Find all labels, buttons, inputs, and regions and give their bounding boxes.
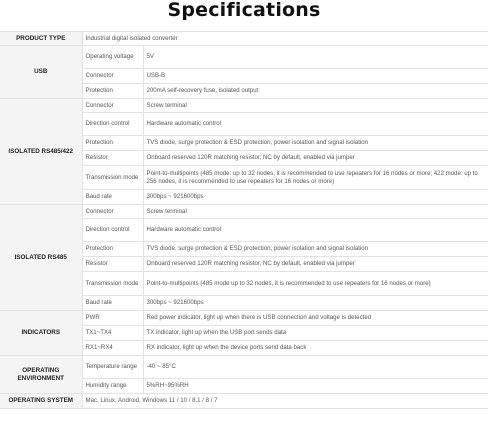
- usb-operating-voltage-value: 5V: [143, 46, 488, 69]
- table-row: [0, 311, 488, 326]
- rs485-422-baud-rate-label: Baud rate: [82, 190, 143, 205]
- rs485-baud-rate-value: 300bps ~ 921600bps: [143, 296, 488, 311]
- rs485-transmission-mode-label: Transmission mode: [82, 272, 143, 296]
- usb-connector-label: Connector: [82, 69, 143, 84]
- table-row: [0, 46, 488, 69]
- operating-system-value: Mac, Linux, Android, Windows 11 / 10 / 8.1 / 8 / 7: [82, 394, 488, 409]
- indicator-pwr-value: Red power indicator, light up when there is USB connection and voltage is detected: [143, 311, 488, 326]
- temperature-range-value: -40 ~ 85°C: [143, 356, 488, 379]
- temperature-range-label: Temperature range: [82, 356, 143, 379]
- rs485-422-direction-control-value: Hardware automatic control: [143, 113, 488, 136]
- category-usb: USB: [0, 46, 82, 99]
- category-operating-environment: OPERATING ENVIRONMENT: [0, 356, 82, 394]
- humidity-range-value: 5%RH~95%RH: [143, 379, 488, 394]
- indicator-pwr-label: PWR: [82, 311, 143, 326]
- rs485-connector-label: Connector: [82, 205, 143, 219]
- page-title: Specifications: [167, 0, 321, 21]
- rs485-resistor-label: Resistor: [82, 257, 143, 272]
- category-indicators: INDICATORS: [0, 311, 82, 356]
- usb-operating-voltage-label: Operating voltage: [82, 46, 143, 69]
- table-row: [0, 356, 488, 379]
- indicator-tx-label: TX1~TX4: [82, 326, 143, 341]
- indicator-rx-label: RX1~RX4: [82, 341, 143, 356]
- rs485-baud-rate-label: Baud rate: [82, 296, 143, 311]
- category-isolated-rs485: ISOLATED RS485: [0, 205, 82, 311]
- rs485-422-connector-label: Connector: [82, 99, 143, 113]
- table-row: [0, 99, 488, 113]
- rs485-422-transmission-mode-label: Transmission mode: [82, 166, 143, 190]
- usb-protection-label: Protection: [82, 84, 143, 99]
- category-product-type: PRODUCT TYPE: [0, 32, 82, 46]
- specifications-table: [0, 31, 488, 409]
- humidity-range-label: Humidity range: [82, 379, 143, 394]
- table-row: [0, 394, 488, 409]
- rs485-422-resistor-label: Resistor: [82, 151, 143, 166]
- rs485-direction-control-value: Hardware automatic control: [143, 219, 488, 242]
- usb-connector-value: USB-B: [143, 69, 488, 84]
- table-row: [0, 205, 488, 219]
- rs485-direction-control-label: Direction control: [82, 219, 143, 242]
- product-type-value: Industrial digital isolated converter: [82, 32, 488, 46]
- rs485-422-baud-rate-value: 300bps ~ 921600bps: [143, 190, 488, 205]
- table-row: [0, 32, 488, 46]
- indicator-rx-value: RX indicator, light up when the device ports send data back: [143, 341, 488, 356]
- category-operating-system: OPERATING SYSTEM: [0, 394, 82, 409]
- rs485-422-connector-value: Screw terminal: [143, 99, 488, 113]
- rs485-protection-label: Protection: [82, 242, 143, 257]
- rs485-connector-value: Screw terminal: [143, 205, 488, 219]
- rs485-422-protection-value: TVS diode, surge protection & ESD protection, power isolation and signal isolation: [143, 136, 488, 151]
- category-isolated-rs485-422: ISOLATED RS485/422: [0, 99, 82, 205]
- usb-protection-value: 200mA self-recovery fuse, isolated output: [143, 84, 488, 99]
- rs485-422-resistor-value: Onboard reserved 120R matching resistor, NC by default, enabled via jumper: [143, 151, 488, 166]
- rs485-transmission-mode-value: Point-to-multipoints (485 mode up to 32 nodes, it is recommended to use repeaters for 16 nodes or more): [143, 272, 488, 296]
- rs485-protection-value: TVS diode, surge protection & ESD protection, power isolation and signal isolation: [143, 242, 488, 257]
- rs485-422-transmission-mode-value: Point-to-multipoints (485 mode: up to 32 nodes, it is recommended to use repeaters for 16 nodes or more; 422 mode: up to 256 nodes, it is recommended to use repeaters for 16 nodes or more): [143, 166, 488, 190]
- indicator-tx-value: TX indicator, light up when the USB port sends data: [143, 326, 488, 341]
- rs485-422-direction-control-label: Direction control: [82, 113, 143, 136]
- rs485-422-protection-label: Protection: [82, 136, 143, 151]
- rs485-resistor-value: Onboard reserved 120R matching resistor, NC by default, enabled via jumper: [143, 257, 488, 272]
